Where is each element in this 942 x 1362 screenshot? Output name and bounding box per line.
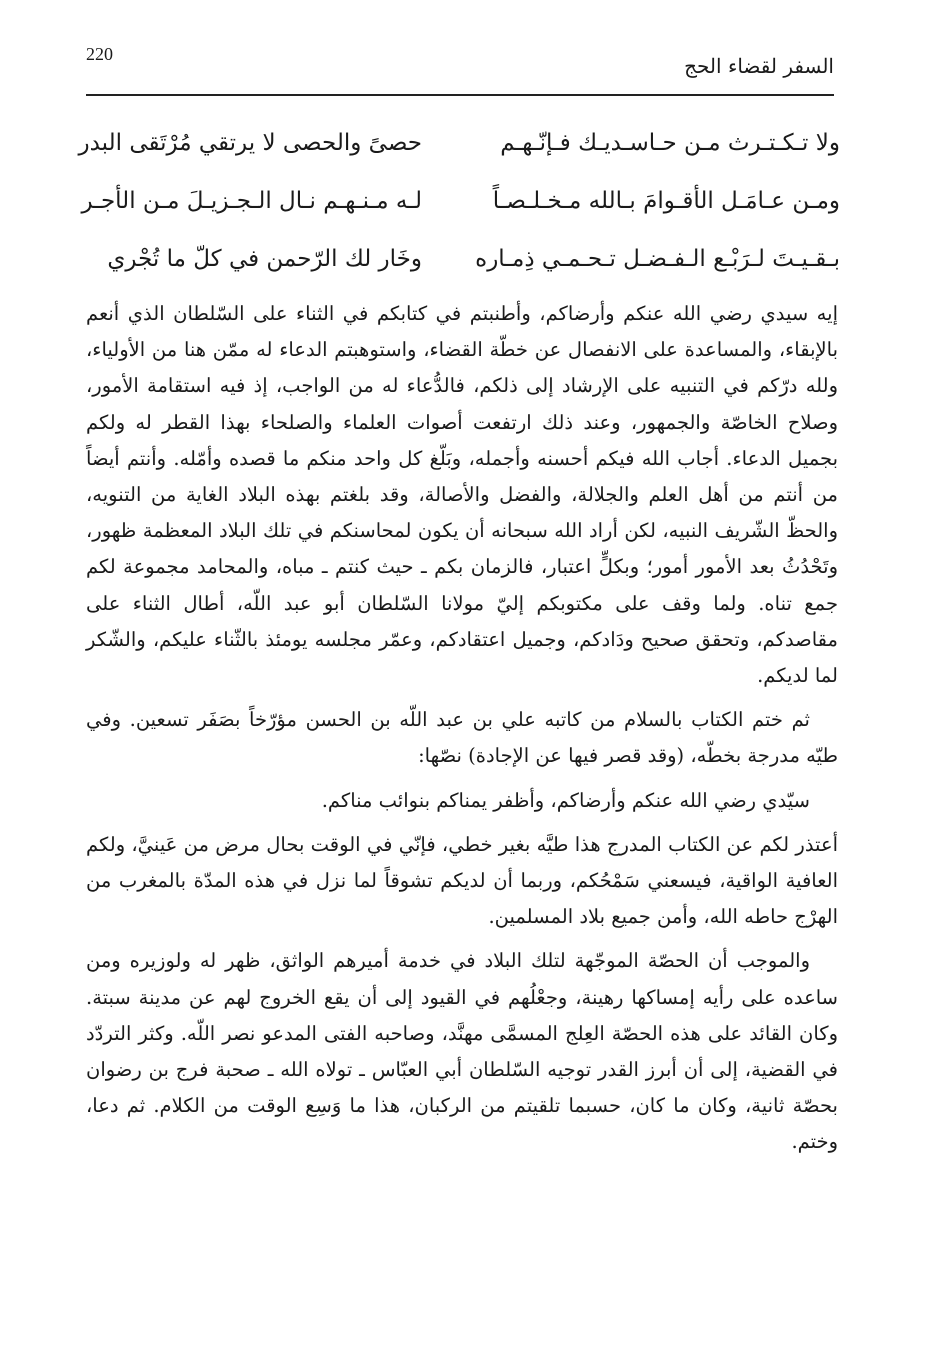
paragraph: سيّدي رضي الله عنكم وأرضاكم، وأظفر يمناكم بنوائب مناكم. <box>321 788 810 812</box>
page-header <box>86 40 834 96</box>
verse-first-hemistich: ومـن عـامَـل الأقـوامَ بـالله مـخـلـصـاً <box>492 188 840 214</box>
verse-second-hemistich: وخَار لك الرّحمن في كلّ ما تُجْري <box>107 246 422 272</box>
paragraph: أعتذر لكم عن الكتاب المدرج هذا طيَّه بغير خطي، فإنّي في الوقت بحال مرض من عَينيَّ، ولكم العافية الواقية، فيسعني سَمْحُكم، وربما أن لديكم تشوقاً لما نزل في هذه المدّة بالمغرب من الهرْج حاطه الله، وأمن جميع بلاد المسلمين. <box>86 832 838 929</box>
paragraph: ثم ختم الكتاب بالسلام من كاتبه علي بن عبد اللّه بن الحسن مؤرّخاً بصَفَر تسعين. وفي طيّه مدرجة بخطّه، (وقد قصر فيها عن الإجادة) نصّها: <box>86 708 838 768</box>
page-number: 220 <box>86 44 113 64</box>
paragraph: والموجب أن الحصّة الموجّهة لتلك البلاد في خدمة أميرهم الواثق، ظهر له ولوزيره ومن ساعده على رأيه إمساكها رهينة، وجعْلُهم في القيود إلى أن يقع الخروج لهم عن مدينة سبتة. وكان القائد على هذه الحصّة العِلج المسمَّى مهنَّد، وصاحبه الفتى المدعو نصر اللّه. وكثر التردّد في القضية، إلى أن أبرز القدر توجيه السّلطان أبي العبّاس ـ تولاه الله ـ صحبة فرج بن رضوان بحصّة ثانية، وكان ما كان، حسبما تلقيتم من الركبان، هذا ما وَسِع الوقت من الكلام. ثم دعا، وختم. <box>86 949 838 1154</box>
verse-line <box>80 238 840 296</box>
running-title: السفر لقضاء الحج <box>684 54 834 78</box>
verse-first-hemistich: بـقـيـتَ لـرَبْـع الـفـضـل تـحـمـي ذِمـاره <box>475 246 840 272</box>
verse-first-hemistich: ولا تـكـتـرث مـن حـاسـديـك فـإنّـهـم <box>500 130 840 156</box>
verse-line <box>80 122 840 180</box>
verse-second-hemistich: لـه مـنـهـم نـال الـجـزيـلَ مـن الأجـر <box>81 188 422 214</box>
body-text <box>86 296 838 1165</box>
verse-second-hemistich: حصىً والحصى لا يرتقي مُرْتَقى البدر <box>78 130 422 156</box>
paragraph: إيه سيدي رضي الله عنكم وأرضاكم، وأطنبتم في كتابكم في الثناء على السّلطان الذي أنعم بالإبقاء، والمساعدة على الانفصال عن خطّة القضاء، واستوهبتم الدعاء له ممّن هنا من الأولياء، ولله درّكم في التنبيه على الإرشاد إلى ذلكم، فالدُّعاء له من الواجب، إذ فيه استقامة الأمور، وصلاح الخاصّة والجمهور، وعند ذلك ارتفعت أصوات العلماء والصلحاء بهذا القطر له ولكم بجميل الدعاء. أجاب الله فيكم أحسنه وأجمله، وبَلّغ كل واحد منكم ما قصده وأمّله. وأنتم أيضاً من أنتم من أهل العلم والجلالة، والفضل والأصالة، وقد بلغتم بهذه البلاد الغاية من التنويه، والحظّ الشّريف النبيه، لكن أراد الله سبحانه أن يكون لمحاسنكم في تلك البلاد المعظمة ظهور، وتَحْدُثُ بعد الأمور أمور؛ وبكلٍّ اعتبار، فالزمان بكم ـ حيث كنتم ـ مباه، والمحامد مجموعة لكم جمع تناه. ولما وقف على مكتوبكم إليّ مولانا السّلطان أبو عبد اللّه، أطال الثناء على مقاصدكم، وتحقق صحيح ودَادكم، وجميل اعتقادكم، وعمّر مجلسه يومئذ بالثّناء عليكم، والشّكر لما لديكم. <box>86 302 838 688</box>
poem-verses <box>80 122 840 296</box>
verse-line <box>80 180 840 238</box>
